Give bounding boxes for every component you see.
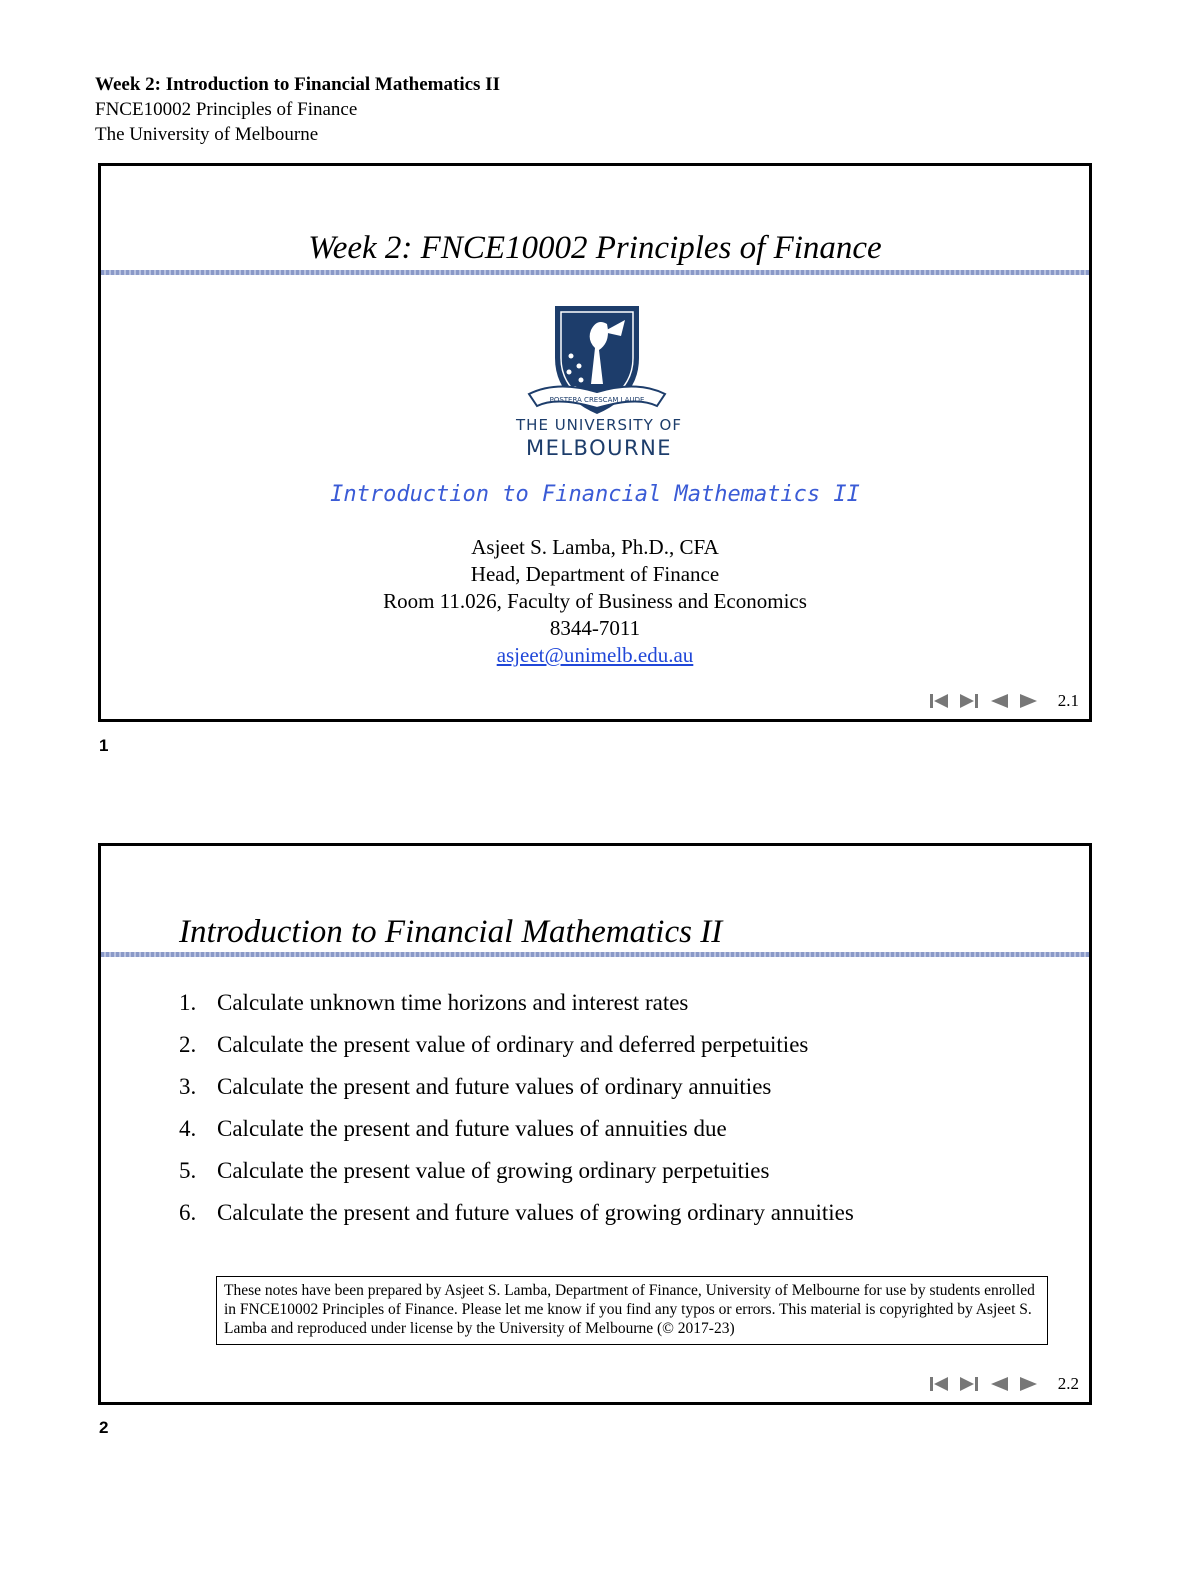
slide-navigation (928, 1374, 1079, 1394)
page-number: 1 (99, 736, 109, 755)
slide-number: 2.1 (1057, 691, 1079, 710)
slide-number: 2.2 (1057, 1374, 1079, 1393)
slide-2 (98, 843, 1092, 1405)
list-item: 4. Calculate the present and future values of annuities due (179, 1116, 727, 1141)
next-slide-icon[interactable] (1018, 1375, 1040, 1393)
document-title: Week 2: Introduction to Financial Mathematics II (95, 74, 500, 95)
list-item: 6. Calculate the present and future values of growing ordinary annuities (179, 1200, 854, 1225)
slide-1 (98, 163, 1092, 722)
slide-navigation (928, 691, 1079, 711)
list-item: 2. Calculate the present value of ordinary and deferred perpetuities (179, 1032, 809, 1057)
institution-name: The University of Melbourne (95, 124, 319, 145)
list-item: 1. Calculate unknown time horizons and interest rates (179, 990, 689, 1015)
slide-2-title: Introduction to Financial Mathematics II (179, 914, 723, 950)
author-position: Head, Department of Finance (470, 562, 720, 586)
author-email-link[interactable]: asjeet@unimelb.edu.au (496, 643, 694, 667)
previous-slide-icon[interactable] (988, 692, 1010, 710)
copyright-notice: These notes have been prepared by Asjeet S. Lamba, Department of Finance, University of Melbourne for use by students enrolled in FNCE10002 Principles of Finance. Please let me know if you find any typos or errors. This material is copyrighted by Asjeet S. Lamba and reproduced under license by the University of Melbourne (© 2017-23) (216, 1276, 1048, 1345)
slide-1-title: Week 2: FNCE10002 Principles of Finance (308, 230, 882, 266)
first-slide-icon[interactable] (928, 692, 950, 710)
last-slide-icon[interactable] (958, 692, 980, 710)
course-name: FNCE10002 Principles of Finance (95, 99, 358, 120)
list-item: 3. Calculate the present and future values of ordinary annuities (179, 1074, 772, 1099)
next-slide-icon[interactable] (1018, 692, 1040, 710)
previous-slide-icon[interactable] (988, 1375, 1010, 1393)
crest-motto: POSTERA CRESCAM LAUDE (549, 396, 645, 404)
author-room: Room 11.026, Faculty of Business and Economics (383, 589, 807, 613)
first-slide-icon[interactable] (928, 1375, 950, 1393)
page-number: 2 (99, 1418, 109, 1437)
document-header (95, 72, 500, 147)
title-divider (101, 270, 1089, 275)
list-item: 5. Calculate the present value of growing ordinary perpetuities (179, 1158, 770, 1183)
logo-line-1: THE UNIVERSITY OF (516, 416, 682, 434)
lecture-subtitle: Introduction to Financial Mathematics II (330, 482, 860, 507)
learning-objectives-list (179, 982, 854, 1234)
title-divider (101, 952, 1089, 957)
author-block (101, 534, 1089, 669)
last-slide-icon[interactable] (958, 1375, 980, 1393)
logo-line-2: MELBOURNE (525, 436, 673, 460)
author-phone: 8344-7011 (549, 616, 641, 640)
author-name: Asjeet S. Lamba, Ph.D., CFA (471, 535, 719, 559)
